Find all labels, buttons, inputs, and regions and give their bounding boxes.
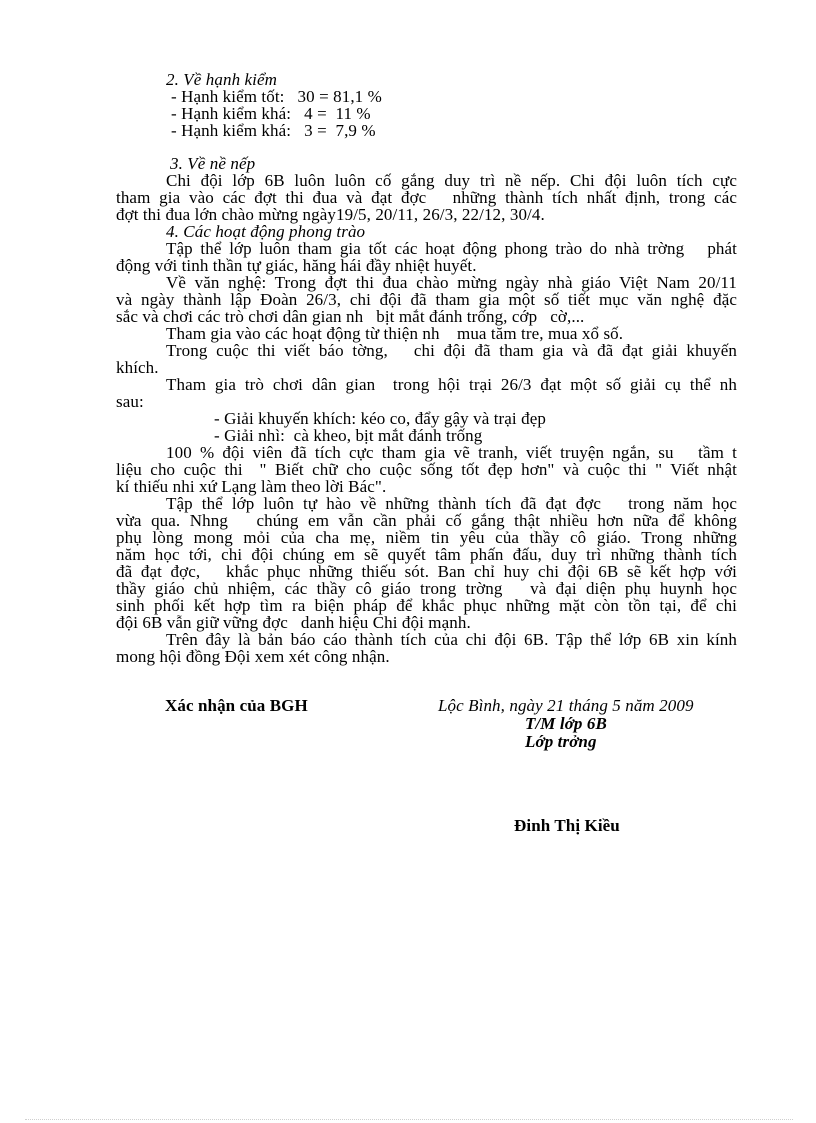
role-label: Lớp trởng [525, 732, 597, 751]
paragraph-line: Tập thể lớp luôn tham gia tốt các hoạt động phong trào do nhà trờng phát [166, 239, 737, 258]
paragraph-line: tham gia vào các đợt thi đua và đạt đợc những thành tích nhất định, trong các [116, 188, 737, 207]
signer-name: Đinh Thị Kiều [514, 816, 620, 835]
paragraph-line: sắc và chơi các trò chơi dân gian nh bịt mắt đánh trống, cớp cờ,... [116, 307, 585, 326]
paragraph-line: Tập thể lớp luôn tự hào về những thành tích đã đạt đợc trong năm học [166, 494, 737, 513]
paragraph-line: đợt thi đua lớn chào mừng ngày19/5, 20/11, 26/3, 22/12, 30/4. [116, 205, 545, 224]
section2-heading: 2. Về hạnh kiểm [166, 70, 278, 89]
paragraph-line: sau: [116, 392, 144, 411]
paragraph-line: Tham gia trò chơi dân gian trong hội trại 26/3 đạt một số giải cụ thể nh [166, 375, 737, 394]
award-item: - Giải nhì: cà kheo, bịt mắt đánh trống [214, 426, 483, 445]
conduct-item-fair-2: - Hạnh kiểm khá: 3 = 7,9 % [171, 121, 376, 140]
paragraph-line: mong hội đồng Đội xem xét công nhận. [116, 647, 390, 666]
section3-heading: 3. Về nề nếp [170, 154, 256, 173]
on-behalf-label: T/M lớp 6B [525, 714, 607, 733]
paragraph-line: Tham gia vào các hoạt động từ thiện nh mua tăm tre, mua xổ số. [166, 324, 624, 343]
paragraph-line: kí thiếu nhi xứ Lạng làm theo lời Bác". [116, 477, 387, 496]
paragraph-line: Trên đây là bản báo cáo thành tích của chi đội 6B. Tập thể lớp 6B xin kính [166, 630, 737, 649]
paragraph-line: phụ lòng mong mỏi của cha mẹ, niềm tin yêu của thầy cô giáo. Trong những [116, 528, 737, 547]
paragraph-line: liệu cho cuộc thi " Biết chữ cho cuộc sống tốt đẹp hơn" và cuộc thi " Viết nhật [116, 460, 737, 479]
conduct-item-fair: - Hạnh kiểm khá: 4 = 11 % [171, 104, 371, 123]
paragraph-line: sinh phối kết hợp tìm ra biện pháp để khắc phục những mặt còn tồn tại, để chi [116, 596, 737, 615]
paragraph-line: Về văn nghệ: Trong đợt thi đua chào mừng ngày nhà giáo Việt Nam 20/11 [166, 273, 737, 292]
paragraph-line: 100 % đội viên đã tích cực tham gia vẽ tranh, viết truyện ngắn, su tầm t [166, 443, 737, 462]
section4-heading: 4. Các hoạt động phong trào [166, 222, 366, 241]
paragraph-line: năm học tới, chi đội chúng em sẽ quyết tâm phấn đấu, duy trì những thành tích [116, 545, 737, 564]
paragraph-line: đã đạt đợc, khắc phục những thiếu sót. Ban chỉ huy chi đội 6B sẽ kết hợp với [116, 562, 737, 581]
paragraph-line: Trong cuộc thi viết báo tờng, chi đội đã tham gia và đã đạt giải khuyến [166, 341, 737, 360]
paragraph-line: động với tinh thần tự giác, hăng hái đầy nhiệt huyết. [116, 256, 477, 275]
paragraph-line: vừa qua. Nhng chúng em vẫn cần phải cố gắng thật nhiều hơn nữa để không [116, 511, 737, 530]
paragraph-line: thầy giáo chủ nhiệm, các thầy cô giáo trong trờng và đại diện phụ huynh học [116, 579, 737, 598]
paragraph-line: đội 6B vẫn giữ vững đợc danh hiệu Chi đội mạnh. [116, 613, 471, 632]
paragraph-line: khích. [116, 358, 159, 377]
page-bottom-border [25, 1119, 793, 1120]
award-item: - Giải khuyến khích: kéo co, đẩy gậy và trại đẹp [214, 409, 546, 428]
conduct-item-good: - Hạnh kiểm tốt: 30 = 81,1 % [171, 87, 382, 106]
bgh-confirmation-label: Xác nhận của BGH [165, 696, 308, 715]
paragraph-line: Chi đội lớp 6B luôn luôn cố gắng duy trì nề nếp. Chi đội luôn tích cực [166, 171, 737, 190]
paragraph-line: và ngày thành lập Đoàn 26/3, chi đội đã tham gia một số tiết mục văn nghệ đặc [116, 290, 737, 309]
place-date: Lộc Bình, ngày 21 tháng 5 năm 2009 [438, 696, 694, 715]
